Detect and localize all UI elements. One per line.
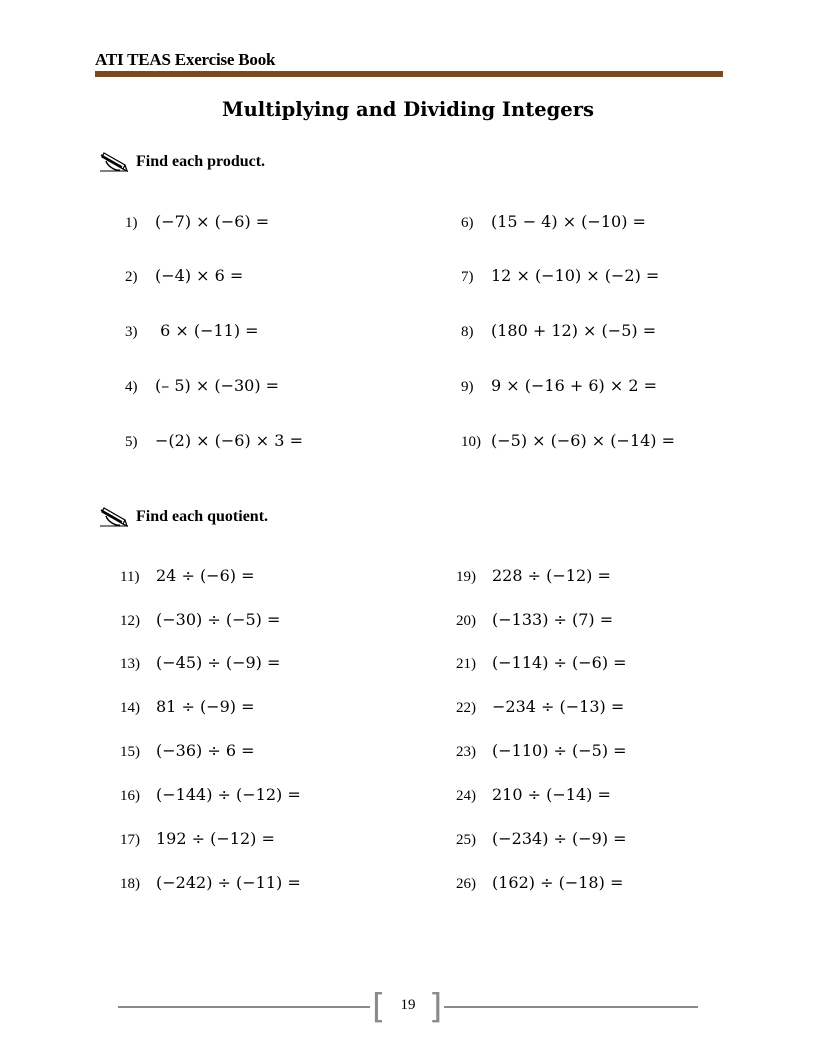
header-rule bbox=[95, 71, 723, 77]
pencil-icon bbox=[98, 506, 130, 528]
problem-number: 1) bbox=[125, 215, 138, 231]
problem-number: 14) bbox=[120, 700, 140, 716]
footer-bracket-left: [ bbox=[372, 987, 386, 1027]
problem-number: 5) bbox=[125, 434, 138, 450]
problem-expression: 228 ÷ (−12) = bbox=[492, 566, 611, 585]
problem-expression: 9 × (−16 + 6) × 2 = bbox=[491, 376, 658, 395]
problem-expression: (−36) ÷ 6 = bbox=[156, 741, 255, 760]
section-heading-text: Find each product. bbox=[136, 153, 266, 170]
problem-4 bbox=[125, 376, 279, 396]
problem-10 bbox=[461, 431, 675, 451]
problem-19 bbox=[456, 566, 611, 586]
problem-number: 10) bbox=[461, 434, 481, 450]
problem-14 bbox=[120, 697, 255, 717]
problem-number: 25) bbox=[456, 832, 476, 848]
problem-5 bbox=[125, 431, 303, 451]
problem-expression: (−234) ÷ (−9) = bbox=[492, 829, 627, 848]
problem-expression: 192 ÷ (−12) = bbox=[156, 829, 275, 848]
problem-number: 13) bbox=[120, 656, 140, 672]
problem-expression: (−7) × (−6) = bbox=[155, 212, 270, 231]
book-title: ATI TEAS Exercise Book bbox=[95, 50, 276, 69]
problem-number: 2) bbox=[125, 269, 138, 285]
footer-line-left bbox=[118, 1006, 370, 1008]
problem-expression: (−5) × (−6) × (−14) = bbox=[491, 431, 676, 450]
problem-22 bbox=[456, 697, 624, 717]
problem-8 bbox=[461, 321, 656, 341]
problem-7 bbox=[461, 266, 659, 286]
problem-2 bbox=[125, 266, 243, 286]
problem-expression: (−144) ÷ (−12) = bbox=[156, 785, 301, 804]
problem-16 bbox=[120, 785, 301, 805]
problem-number: 11) bbox=[120, 569, 140, 585]
section-heading-products bbox=[98, 150, 265, 174]
problem-expression: −(2) × (−6) × 3 = bbox=[155, 431, 303, 450]
problem-20 bbox=[456, 610, 613, 630]
problem-number: 26) bbox=[456, 876, 476, 892]
problem-number: 21) bbox=[456, 656, 476, 672]
problem-expression: (−30) ÷ (−5) = bbox=[156, 610, 281, 629]
problem-number: 4) bbox=[125, 379, 138, 395]
problem-13 bbox=[120, 653, 280, 673]
problem-expression: (−45) ÷ (−9) = bbox=[156, 653, 281, 672]
problem-18 bbox=[120, 873, 301, 893]
problem-21 bbox=[456, 653, 627, 673]
problem-expression: (−110) ÷ (−5) = bbox=[492, 741, 627, 760]
problem-26 bbox=[456, 873, 623, 893]
problem-number: 3) bbox=[125, 324, 138, 340]
problem-1 bbox=[125, 212, 269, 232]
problem-number: 19) bbox=[456, 569, 476, 585]
problem-number: 9) bbox=[461, 379, 474, 395]
problem-number: 23) bbox=[456, 744, 476, 760]
problem-expression: (15 − 4) × (−10) = bbox=[491, 212, 646, 231]
problem-expression: 81 ÷ (−9) = bbox=[156, 697, 255, 716]
problem-number: 16) bbox=[120, 788, 140, 804]
problem-24 bbox=[456, 785, 611, 805]
problem-expression: (– 5) × (−30) = bbox=[155, 376, 280, 395]
problem-expression: (−4) × 6 = bbox=[155, 266, 244, 285]
problem-25 bbox=[456, 829, 627, 849]
problem-12 bbox=[120, 610, 280, 630]
problem-expression: (−133) ÷ (7) = bbox=[492, 610, 614, 629]
problem-number: 15) bbox=[120, 744, 140, 760]
problem-number: 7) bbox=[461, 269, 474, 285]
problem-number: 22) bbox=[456, 700, 476, 716]
problem-expression: 6 × (−11) = bbox=[155, 321, 259, 340]
footer-line-right bbox=[444, 1006, 698, 1008]
problem-number: 18) bbox=[120, 876, 140, 892]
problem-3 bbox=[125, 321, 259, 341]
footer-bracket-right: ] bbox=[429, 987, 443, 1027]
problem-expression: −234 ÷ (−13) = bbox=[492, 697, 625, 716]
problem-23 bbox=[456, 741, 627, 761]
problem-expression: (−242) ÷ (−11) = bbox=[156, 873, 301, 892]
problem-9 bbox=[461, 376, 657, 396]
section-heading-quotients bbox=[98, 505, 268, 529]
problem-number: 24) bbox=[456, 788, 476, 804]
problem-expression: 12 × (−10) × (−2) = bbox=[491, 266, 660, 285]
problem-15 bbox=[120, 741, 255, 761]
section-heading-text: Find each quotient. bbox=[136, 508, 269, 525]
page-title: Multiplying and Dividing Integers bbox=[222, 98, 594, 121]
problem-17 bbox=[120, 829, 275, 849]
problem-expression: (162) ÷ (−18) = bbox=[492, 873, 624, 892]
problem-expression: (180 + 12) × (−5) = bbox=[491, 321, 657, 340]
problem-number: 12) bbox=[120, 613, 140, 629]
problem-number: 6) bbox=[461, 215, 474, 231]
problem-expression: 24 ÷ (−6) = bbox=[156, 566, 255, 585]
pencil-icon bbox=[98, 151, 130, 173]
problem-expression: (−114) ÷ (−6) = bbox=[492, 653, 627, 672]
problem-number: 17) bbox=[120, 832, 140, 848]
page-number: 19 bbox=[400, 997, 416, 1013]
problem-number: 8) bbox=[461, 324, 474, 340]
problem-number: 20) bbox=[456, 613, 476, 629]
problem-11 bbox=[120, 566, 255, 586]
problem-expression: 210 ÷ (−14) = bbox=[492, 785, 611, 804]
problem-6 bbox=[461, 212, 646, 232]
